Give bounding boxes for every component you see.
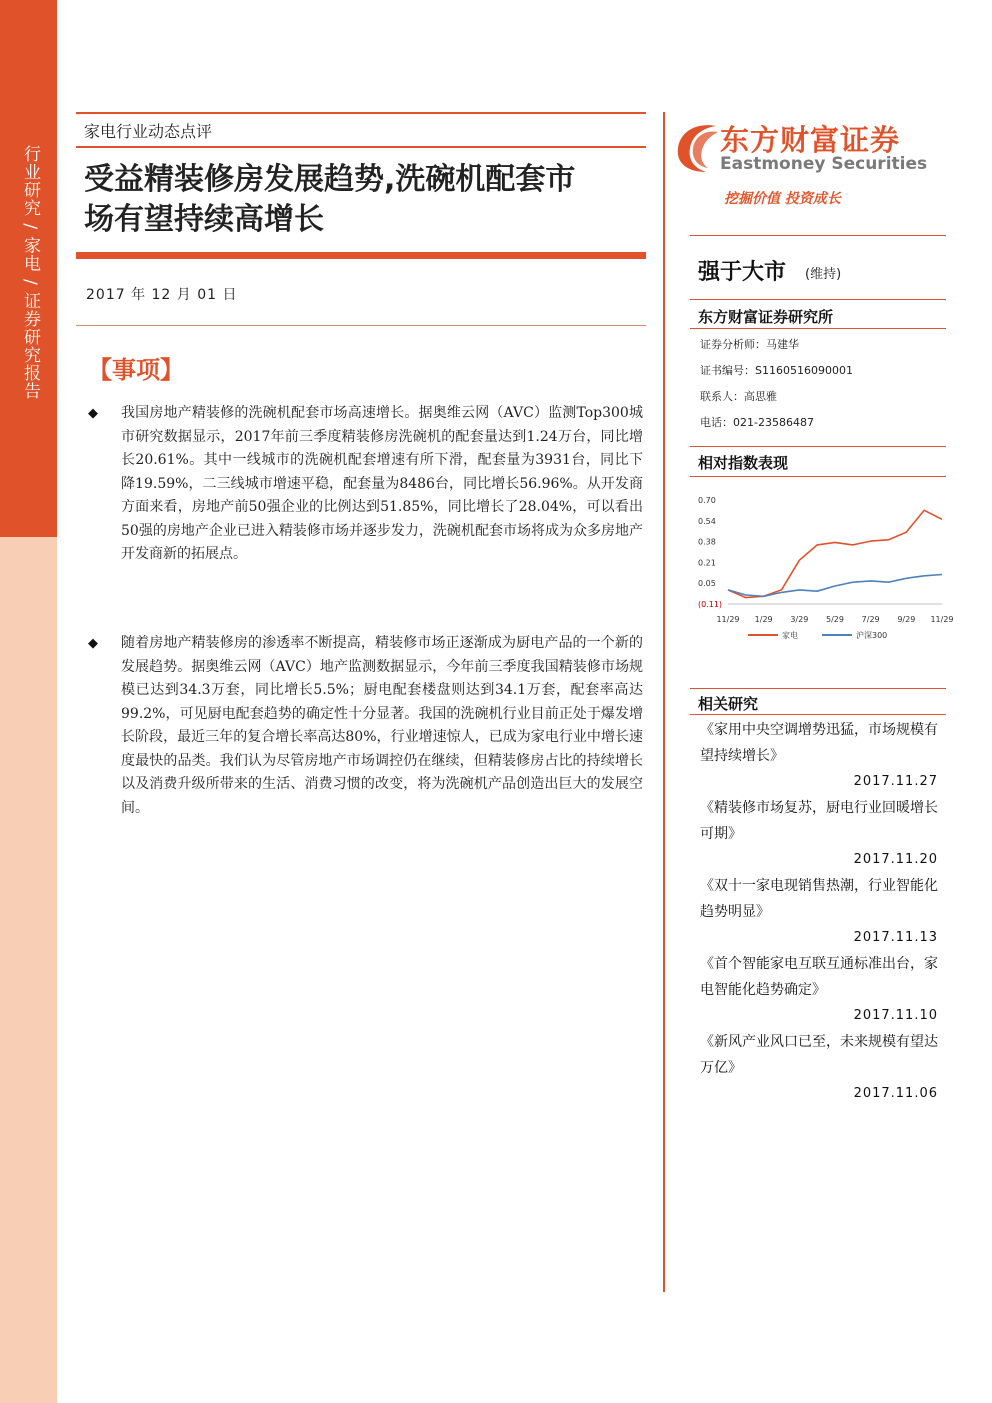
chart-top-rule [690,446,946,447]
section-title-events: 【事项】 [88,355,184,384]
date-rule [76,325,646,326]
report-title-line1: 受益精装修房发展趋势,洗碗机配套市 [84,162,576,197]
chart-section-title: 相对指数表现 [698,454,789,472]
header-mid-rule [76,146,646,148]
series-line [728,575,942,597]
analyst-name: 证券分析师：马建华 [700,338,799,351]
sidebar-vertical-label: 行业研究 / 家电 / 证券研究报告 [20,145,40,401]
y-tick-label: (0.11) [698,600,723,609]
related-item-date: 2017.11.10 [853,1008,938,1023]
report-title-line2: 场有望持续高增长 [84,202,324,237]
x-tick-label: 11/29 [716,615,740,624]
column-divider [663,112,665,1292]
institute-top-rule [690,299,946,300]
contact-name: 联系人：高思雅 [700,390,777,403]
x-tick-label: 9/29 [897,615,916,624]
eastmoney-logo-icon [672,118,720,174]
related-item-date: 2017.11.20 [853,852,938,867]
related-section-title: 相关研究 [698,695,759,713]
logo-slogan: 挖掘价值 投资成长 [724,191,841,207]
related-top-rule [690,688,946,689]
related-item-title[interactable]: 《双十一家电现销售热潮，行业智能化趋势明显》 [700,878,938,920]
report-category: 家电行业动态点评 [84,122,213,141]
x-tick-label: 11/29 [930,615,954,624]
legend-label: 家电 [782,631,798,640]
legend-label: 沪深300 [856,631,888,640]
series-line [728,510,942,597]
title-bottom-bar [76,252,646,259]
related-item-date: 2017.11.06 [853,1086,938,1101]
institute-name: 东方财富证券研究所 [698,308,834,326]
related-item-date: 2017.11.13 [853,930,938,945]
chart-bottom-rule [690,476,946,477]
rating-top-rule [690,235,946,236]
sidebar-bottom-band [0,537,57,1403]
y-tick-label: 0.05 [698,579,716,589]
header-top-rule [76,112,646,114]
analyst-cert: 证书编号：S1160516090001 [700,364,853,377]
related-bottom-rule [690,714,946,715]
rating-sub: (维持) [805,267,842,282]
report-title [84,160,644,240]
x-tick-label: 5/29 [826,615,844,624]
body-paragraph-1: 我国房地产精装修的洗碗机配套市场高速增长。据奥维云网（AVC）监测Top300城市研究数据显示，2017年前三季度精装修房洗碗机的配套量达到1.24万台，同比增长20.61%。其中一线城市的洗碗机配套增速有所下滑，配套量为3931台，同比下降19.59%，二三线城市增速平稳，配套量为8486台，同比增长56.96%。从开发商方面来看，房地产前50强企业的比例达到51.85%，同比增长了28.04%，可以看出50强的房地产企业已进入精装修市场并逐步发力，洗碗机配套市场将成为众多房地产开发商新的拓展点。 [121,405,643,562]
logo-name-en: Eastmoney Securities [720,154,928,174]
relative-index-chart [690,490,954,646]
related-item-date: 2017.11.27 [853,774,938,789]
y-tick-label: 0.21 [698,558,716,568]
body-paragraph-2: 随着房地产精装修房的渗透率不断提高，精装修市场正逐渐成为厨电产品的一个新的发展趋势。据奥维云网（AVC）地产监测数据显示，今年前三季度我国精装修市场规模已达到34.3万套，同比增长5.5%；厨电配套楼盘则达到34.1万套，配套率高达99.2%，可见厨电配套趋势的确定性十分显著。我国的洗碗机行业目前正处于爆发增长阶段，最近三年的复合增长率高达80%，行业增速惊人，已成为家电行业中增长速度最快的品类。我们认为尽管房地产市场调控仍在继续，但精装修房占比的持续增长以及消费升级所带来的生活、消费习惯的改变，将为洗碗机产品创造出巨大的发展空间。 [121,635,643,816]
related-item-title[interactable]: 《精装修市场复苏，厨电行业回暖增长可期》 [700,800,938,842]
bullet-icon: ◆ [88,636,98,651]
y-tick-label: 0.70 [698,496,716,505]
y-tick-label: 0.38 [698,537,716,547]
contact-phone: 电话：021-23586487 [700,416,814,429]
logo-name-cn: 东方财富证券 [720,123,901,157]
x-tick-label: 3/29 [790,615,809,624]
rating-label: 强于大市 [698,260,787,285]
related-item-title[interactable]: 《首个智能家电互联互通标准出台，家电智能化趋势确定》 [700,956,938,998]
bullet-icon: ◆ [88,406,98,421]
y-tick-label: 0.54 [698,516,716,526]
related-item-title[interactable]: 《家用中央空调增势迅猛，市场规模有望持续增长》 [700,722,938,764]
related-item-title[interactable]: 《新风产业风口已至，未来规模有望达万亿》 [700,1034,938,1076]
institute-bottom-rule [690,328,946,329]
x-tick-label: 7/29 [861,615,880,624]
report-date: 2017 年 12 月 01 日 [86,287,238,303]
x-tick-label: 1/29 [754,615,773,624]
